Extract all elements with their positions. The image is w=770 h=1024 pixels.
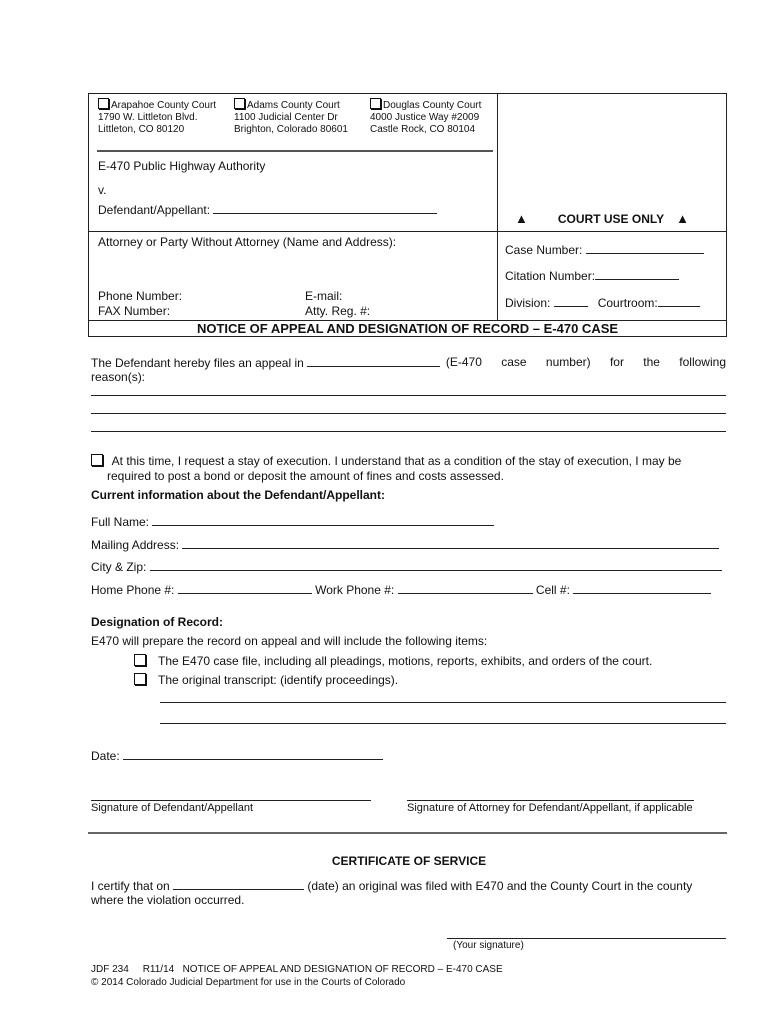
divider — [88, 231, 727, 232]
court-adams[interactable]: Adams County Court 1100 Judicial Center Dr Brighton, Colorado 80601 — [234, 100, 348, 135]
cell-input[interactable] — [573, 582, 711, 594]
court-arapahoe[interactable]: Arapahoe County Court 1790 W. Littleton Blvd. Littleton, CO 80120 — [98, 100, 217, 135]
designation-intro: E470 will prepare the record on appeal and will include the following items: — [91, 634, 488, 648]
court-douglas[interactable]: Douglas County Court 4000 Justice Way #2009 Castle Rock, CO 80104 — [370, 100, 482, 135]
appeal-text: The Defendant hereby files an appeal in (E-470 case number) for the following — [91, 355, 726, 370]
checkbox[interactable] — [370, 98, 381, 109]
mailing-address-input[interactable] — [182, 537, 719, 549]
certificate-heading: CERTIFICATE OF SERVICE — [331, 854, 487, 868]
atty-reg-label: Atty. Reg. #: — [305, 304, 371, 318]
full-name-input[interactable] — [152, 514, 494, 526]
email-label: E-mail: — [305, 289, 343, 303]
reason-line[interactable] — [91, 395, 726, 396]
divider — [497, 93, 498, 320]
stay-checkbox-row[interactable]: At this time, I request a stay of execution. I understand that as a condition of the stay of execution, I may be — [91, 454, 681, 468]
checkbox[interactable] — [134, 673, 146, 685]
checkbox[interactable] — [134, 654, 146, 666]
phone-label: Phone Number: — [98, 289, 183, 303]
case-number-field[interactable]: Case Number: — [505, 242, 704, 257]
footer-form-line: JDF 234 R11/14 NOTICE OF APPEAL AND DESIGNATION OF RECORD – E-470 CASE — [91, 964, 503, 975]
section-divider — [88, 832, 727, 834]
city-zip-input[interactable] — [150, 559, 722, 571]
court-use-only: ▲ COURT USE ONLY ▲ — [515, 211, 689, 226]
triangle-up-icon: ▲ — [676, 211, 689, 226]
proceedings-line[interactable] — [160, 702, 726, 703]
case-number-input[interactable] — [586, 242, 704, 254]
stay-text-2: required to post a bond or deposit the amount of fines and costs assessed. — [107, 469, 504, 483]
citation-number-input[interactable] — [595, 268, 679, 280]
footer-copyright: © 2014 Colorado Judicial Department for use in the Courts of Colorado — [91, 977, 406, 988]
defendant-signature-line[interactable] — [91, 800, 371, 801]
plaintiff: E-470 Public Highway Authority — [98, 159, 266, 173]
form-title: NOTICE OF APPEAL AND DESIGNATION OF RECORD – E-470 CASE — [196, 321, 619, 336]
defendant-field[interactable]: Defendant/Appellant: — [98, 202, 437, 217]
checkbox[interactable] — [98, 98, 109, 109]
designation-heading: Designation of Record: — [91, 615, 224, 629]
defendant-info-heading: Current information about the Defendant/Appellant: — [91, 488, 385, 502]
defendant-signature-label: Signature of Defendant/Appellant — [91, 802, 254, 814]
division-field[interactable]: Division: Courtroom: — [505, 295, 700, 310]
certificate-text: I certify that on (date) an original was filed with E470 and the County Court in the county — [91, 879, 693, 893]
work-phone-input[interactable] — [398, 582, 533, 594]
city-zip-field[interactable]: City & Zip: — [91, 559, 722, 574]
fax-label: FAX Number: — [98, 304, 171, 318]
your-signature-label: (Your signature) — [453, 940, 524, 951]
versus: v. — [98, 183, 107, 197]
date-field[interactable]: Date: — [91, 748, 383, 763]
triangle-up-icon: ▲ — [515, 211, 528, 226]
divider — [97, 150, 493, 152]
mailing-address-field[interactable]: Mailing Address: — [91, 537, 719, 552]
certificate-date-input[interactable] — [173, 878, 304, 890]
defendant-input[interactable] — [213, 202, 437, 214]
reason-line[interactable] — [91, 413, 726, 414]
case-number-inline-input[interactable] — [307, 355, 440, 367]
phones-row: Home Phone #: Work Phone #: Cell #: — [91, 582, 711, 597]
designation-item-transcript[interactable]: The original transcript: (identify proceedings). — [134, 673, 398, 687]
reason-line[interactable] — [91, 431, 726, 432]
full-name-field[interactable]: Full Name: — [91, 514, 494, 529]
appeal-reasons-label: reason(s): — [91, 370, 146, 384]
certificate-text-2: where the violation occurred. — [91, 893, 245, 907]
proceedings-line[interactable] — [160, 723, 726, 724]
courtroom-input[interactable] — [658, 295, 700, 307]
checkbox[interactable] — [234, 98, 245, 109]
attorney-label: Attorney or Party Without Attorney (Name and Address): — [98, 235, 397, 249]
attorney-signature-line[interactable] — [407, 800, 694, 801]
designation-item-case-file[interactable]: The E470 case file, including all pleadings, motions, reports, exhibits, and orders of the court. — [134, 654, 652, 668]
division-input[interactable] — [554, 295, 588, 307]
your-signature-line[interactable] — [447, 938, 726, 939]
attorney-signature-label: Signature of Attorney for Defendant/Appellant, if applicable — [407, 802, 693, 814]
citation-number-field[interactable]: Citation Number: — [505, 268, 679, 283]
home-phone-input[interactable] — [178, 582, 312, 594]
date-input[interactable] — [123, 748, 383, 760]
stay-checkbox[interactable] — [91, 454, 103, 466]
